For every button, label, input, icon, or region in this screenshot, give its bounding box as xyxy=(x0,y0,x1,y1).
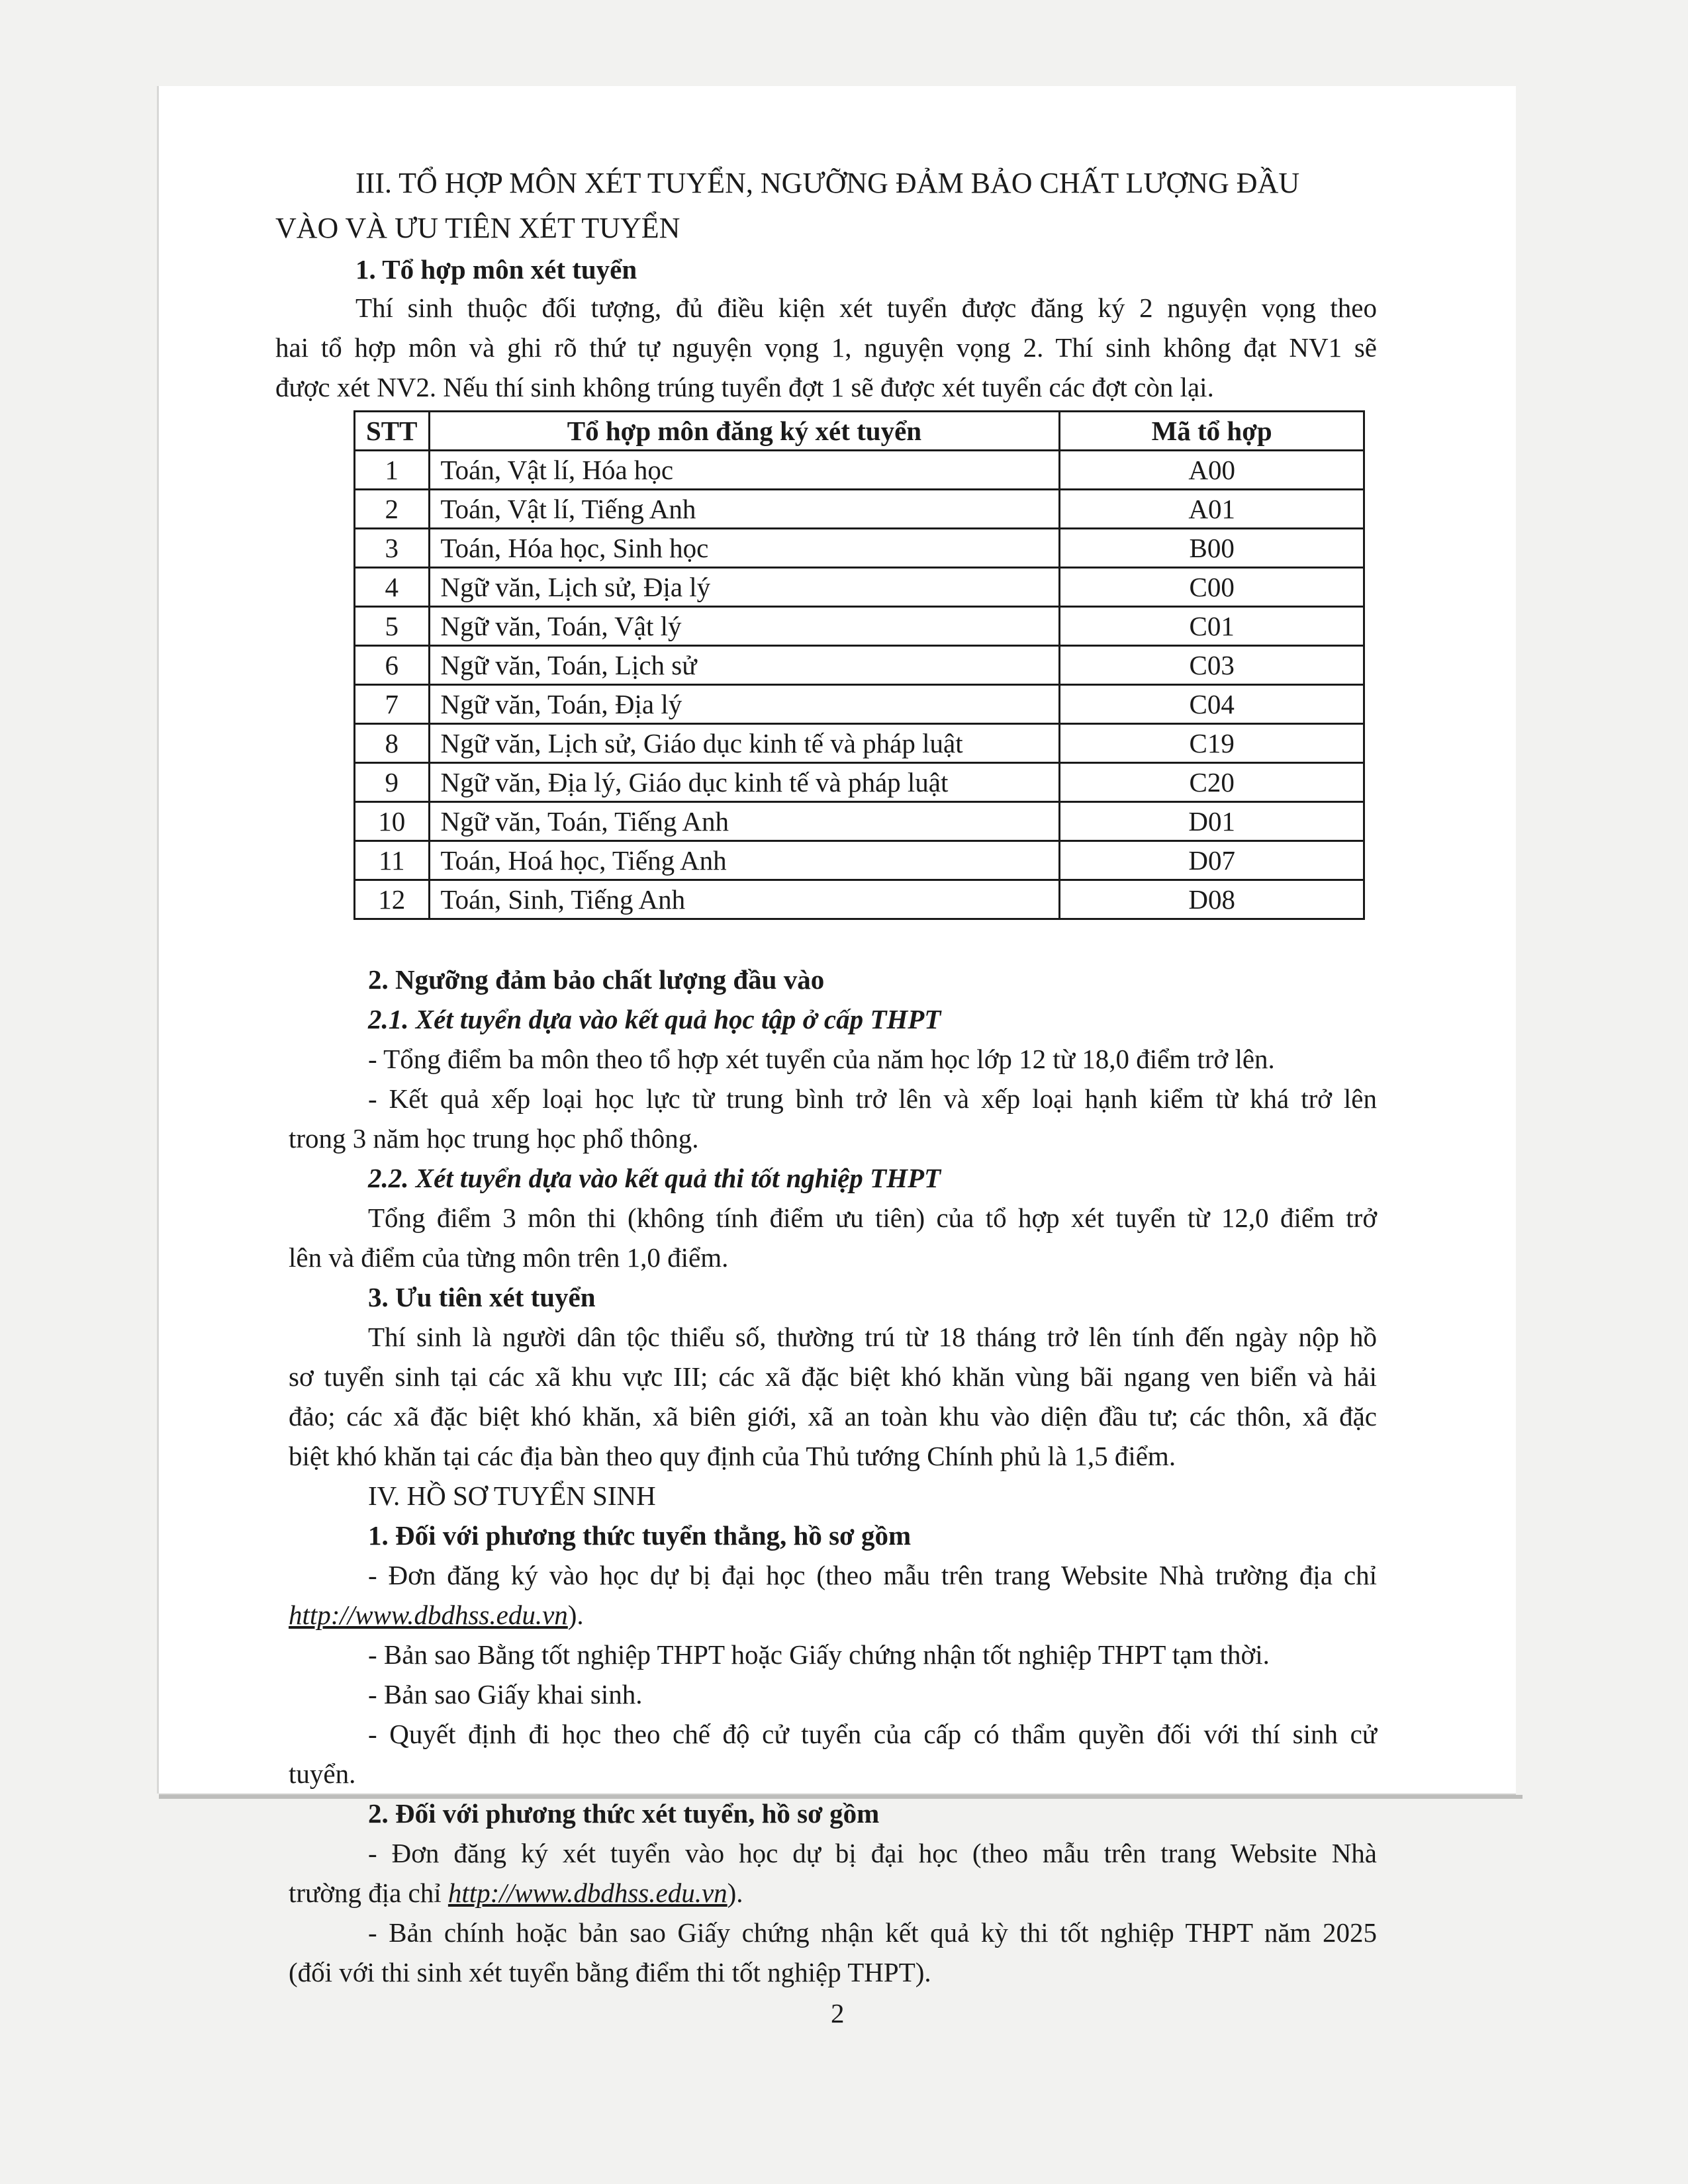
cell-code: A00 xyxy=(1060,451,1364,490)
section3-title-line2: VÀO VÀ ƯU TIÊN XÉT TUYỂN xyxy=(275,212,680,244)
sub3-line3: đảo; các xã đặc biệt khó khăn, xã biên giới, xã an toàn khu vào diện đầu tư; các thôn, xã đặc xyxy=(289,1401,1377,1432)
sub2-2-title: 2.2. Xét tuyển dựa vào kết quả thi tốt nghiệp THPT xyxy=(368,1163,941,1193)
cell-stt: 10 xyxy=(355,802,430,841)
table-row xyxy=(355,724,1364,763)
cell-stt: 12 xyxy=(355,880,430,919)
section4-sub2-line1: - Đơn đăng ký xét tuyển vào học dự bị đại học (theo mẫu trên trang Website Nhà xyxy=(368,1838,1377,1868)
table-row xyxy=(355,802,1364,841)
table-row xyxy=(355,607,1364,646)
cell-combination: Toán, Hóa học, Sinh học xyxy=(429,529,1060,568)
sub2-2-line1: Tổng điểm 3 môn thi (không tính điểm ưu tiên) của tổ hợp xét tuyển từ 12,0 điểm trở xyxy=(368,1203,1377,1233)
section4-sub2-title: 2. Đối với phương thức xét tuyển, hồ sơ gồm xyxy=(368,1798,880,1829)
sub3-line2: sơ tuyển sinh tại các xã khu vực III; các xã đặc biệt khó khăn vùng bãi ngang ven biển và hải xyxy=(289,1361,1377,1392)
cell-combination: Toán, Vật lí, Hóa học xyxy=(429,451,1060,490)
sub2-1-line2: - Kết quả xếp loại học lực từ trung bình trở lên và xếp loại hạnh kiểm từ khá trở lên xyxy=(368,1083,1377,1114)
sub2-title: 2. Ngưỡng đảm bảo chất lượng đầu vào xyxy=(368,964,825,995)
cell-code: C01 xyxy=(1060,607,1364,646)
line-prefix: trường địa chỉ xyxy=(289,1878,448,1908)
link-tail: ). xyxy=(567,1600,584,1630)
sub3-line1: Thí sinh là người dân tộc thiểu số, thường trú từ 18 tháng trở lên tính đến ngày nộp hồ xyxy=(368,1322,1377,1352)
cell-stt: 4 xyxy=(355,568,430,607)
section4-sub2-line2 xyxy=(289,1876,743,1909)
cell-stt: 2 xyxy=(355,490,430,529)
sub3-title: 3. Ưu tiên xét tuyển xyxy=(368,1282,596,1312)
table-row xyxy=(355,451,1364,490)
cell-combination: Toán, Hoá học, Tiếng Anh xyxy=(429,841,1060,880)
cell-code: C20 xyxy=(1060,763,1364,802)
website-link[interactable]: http://www.dbdhss.edu.vn xyxy=(289,1600,568,1630)
table-header-row xyxy=(355,412,1364,451)
sub1-title: 1. Tổ hợp môn xét tuyển xyxy=(355,254,637,285)
cell-stt: 7 xyxy=(355,685,430,724)
cell-code: C04 xyxy=(1060,685,1364,724)
page-number: 2 xyxy=(831,1998,845,2028)
sub3-line4: biệt khó khăn tại các địa bàn theo quy định của Thủ tướng Chính phủ là 1,5 điểm. xyxy=(289,1441,1176,1471)
cell-combination: Ngữ văn, Lịch sử, Địa lý xyxy=(429,568,1060,607)
cell-code: D08 xyxy=(1060,880,1364,919)
table-row xyxy=(355,841,1364,880)
sub2-1-line1: - Tổng điểm ba môn theo tổ hợp xét tuyển của năm học lớp 12 từ 18,0 điểm trở lên. xyxy=(368,1044,1275,1074)
section4-sub1-line3: - Bản sao Giấy khai sinh. xyxy=(368,1679,643,1709)
sub1-para-line2: hai tổ hợp môn và ghi rõ thứ tự nguyện vọng 1, nguyện vọng 2. Thí sinh không đạt NV1 sẽ xyxy=(275,332,1377,363)
cell-combination: Ngữ văn, Lịch sử, Giáo dục kinh tế và pháp luật xyxy=(429,724,1060,763)
website-link[interactable]: http://www.dbdhss.edu.vn xyxy=(447,1878,727,1908)
section4-sub1-title: 1. Đối với phương thức tuyển thẳng, hồ sơ gồm xyxy=(368,1520,912,1551)
cell-stt: 6 xyxy=(355,646,430,685)
cell-code: C19 xyxy=(1060,724,1364,763)
subject-combination-table xyxy=(353,410,1365,920)
cell-code: D07 xyxy=(1060,841,1364,880)
header-combination: Tổ hợp môn đăng ký xét tuyển xyxy=(429,412,1060,451)
cell-combination: Ngữ văn, Toán, Vật lý xyxy=(429,607,1060,646)
table-row xyxy=(355,529,1364,568)
sub1-para-line3: được xét NV2. Nếu thí sinh không trúng tuyển đợt 1 sẽ được xét tuyển các đợt còn lại. xyxy=(275,372,1214,402)
table-row xyxy=(355,685,1364,724)
cell-code: C00 xyxy=(1060,568,1364,607)
cell-code: D01 xyxy=(1060,802,1364,841)
sub1-para-line1: Thí sinh thuộc đối tượng, đủ điều kiện xét tuyển được đăng ký 2 nguyện vọng theo xyxy=(355,293,1377,323)
section4-sub1-link-line xyxy=(289,1598,584,1631)
section4-sub1-line1: - Đơn đăng ký vào học dự bị đại học (theo mẫu trên trang Website Nhà trường địa chỉ xyxy=(368,1560,1377,1590)
table-row xyxy=(355,568,1364,607)
sub2-2-line2: lên và điểm của từng môn trên 1,0 điểm. xyxy=(289,1242,729,1273)
section4-sub1-line5: tuyển. xyxy=(289,1758,356,1789)
cell-code: C03 xyxy=(1060,646,1364,685)
table-row xyxy=(355,490,1364,529)
table-row xyxy=(355,763,1364,802)
sub2-1-line3: trong 3 năm học trung học phổ thông. xyxy=(289,1123,699,1154)
cell-stt: 8 xyxy=(355,724,430,763)
cell-combination: Ngữ văn, Toán, Lịch sử xyxy=(429,646,1060,685)
cell-combination: Ngữ văn, Địa lý, Giáo dục kinh tế và pháp luật xyxy=(429,763,1060,802)
header-stt: STT xyxy=(355,412,430,451)
table-row xyxy=(355,880,1364,919)
cell-stt: 1 xyxy=(355,451,430,490)
cell-combination: Ngữ văn, Toán, Tiếng Anh xyxy=(429,802,1060,841)
sub2-1-title: 2.1. Xét tuyển dựa vào kết quả học tập ở cấp THPT xyxy=(368,1004,941,1034)
link-tail: ). xyxy=(727,1878,743,1908)
cell-code: A01 xyxy=(1060,490,1364,529)
cell-stt: 11 xyxy=(355,841,430,880)
cell-stt: 5 xyxy=(355,607,430,646)
header-code: Mã tổ hợp xyxy=(1060,412,1364,451)
section4-sub1-line4: - Quyết định đi học theo chế độ cử tuyển của cấp có thẩm quyền đối với thí sinh cử xyxy=(368,1719,1377,1749)
cell-stt: 9 xyxy=(355,763,430,802)
cell-combination: Ngữ văn, Toán, Địa lý xyxy=(429,685,1060,724)
section4-sub2-line4: (đối với thi sinh xét tuyển bằng điểm thi tốt nghiệp THPT). xyxy=(289,1957,931,1987)
table-row xyxy=(355,646,1364,685)
cell-code: B00 xyxy=(1060,529,1364,568)
cell-stt: 3 xyxy=(355,529,430,568)
cell-combination: Toán, Sinh, Tiếng Anh xyxy=(429,880,1060,919)
section4-sub2-line3: - Bản chính hoặc bản sao Giấy chứng nhận kết quả kỳ thi tốt nghiệp THPT năm 2025 xyxy=(368,1917,1377,1948)
section3-title-line1: III. TỔ HỢP MÔN XÉT TUYỂN, NGƯỠNG ĐẢM BẢO CHẤT LƯỢNG ĐẦU xyxy=(355,167,1300,199)
section4-title: IV. HỒ SƠ TUYỂN SINH xyxy=(368,1480,656,1511)
section4-sub1-line2: - Bản sao Bằng tốt nghiệp THPT hoặc Giấy chứng nhận tốt nghiệp THPT tạm thời. xyxy=(368,1639,1270,1670)
cell-combination: Toán, Vật lí, Tiếng Anh xyxy=(429,490,1060,529)
